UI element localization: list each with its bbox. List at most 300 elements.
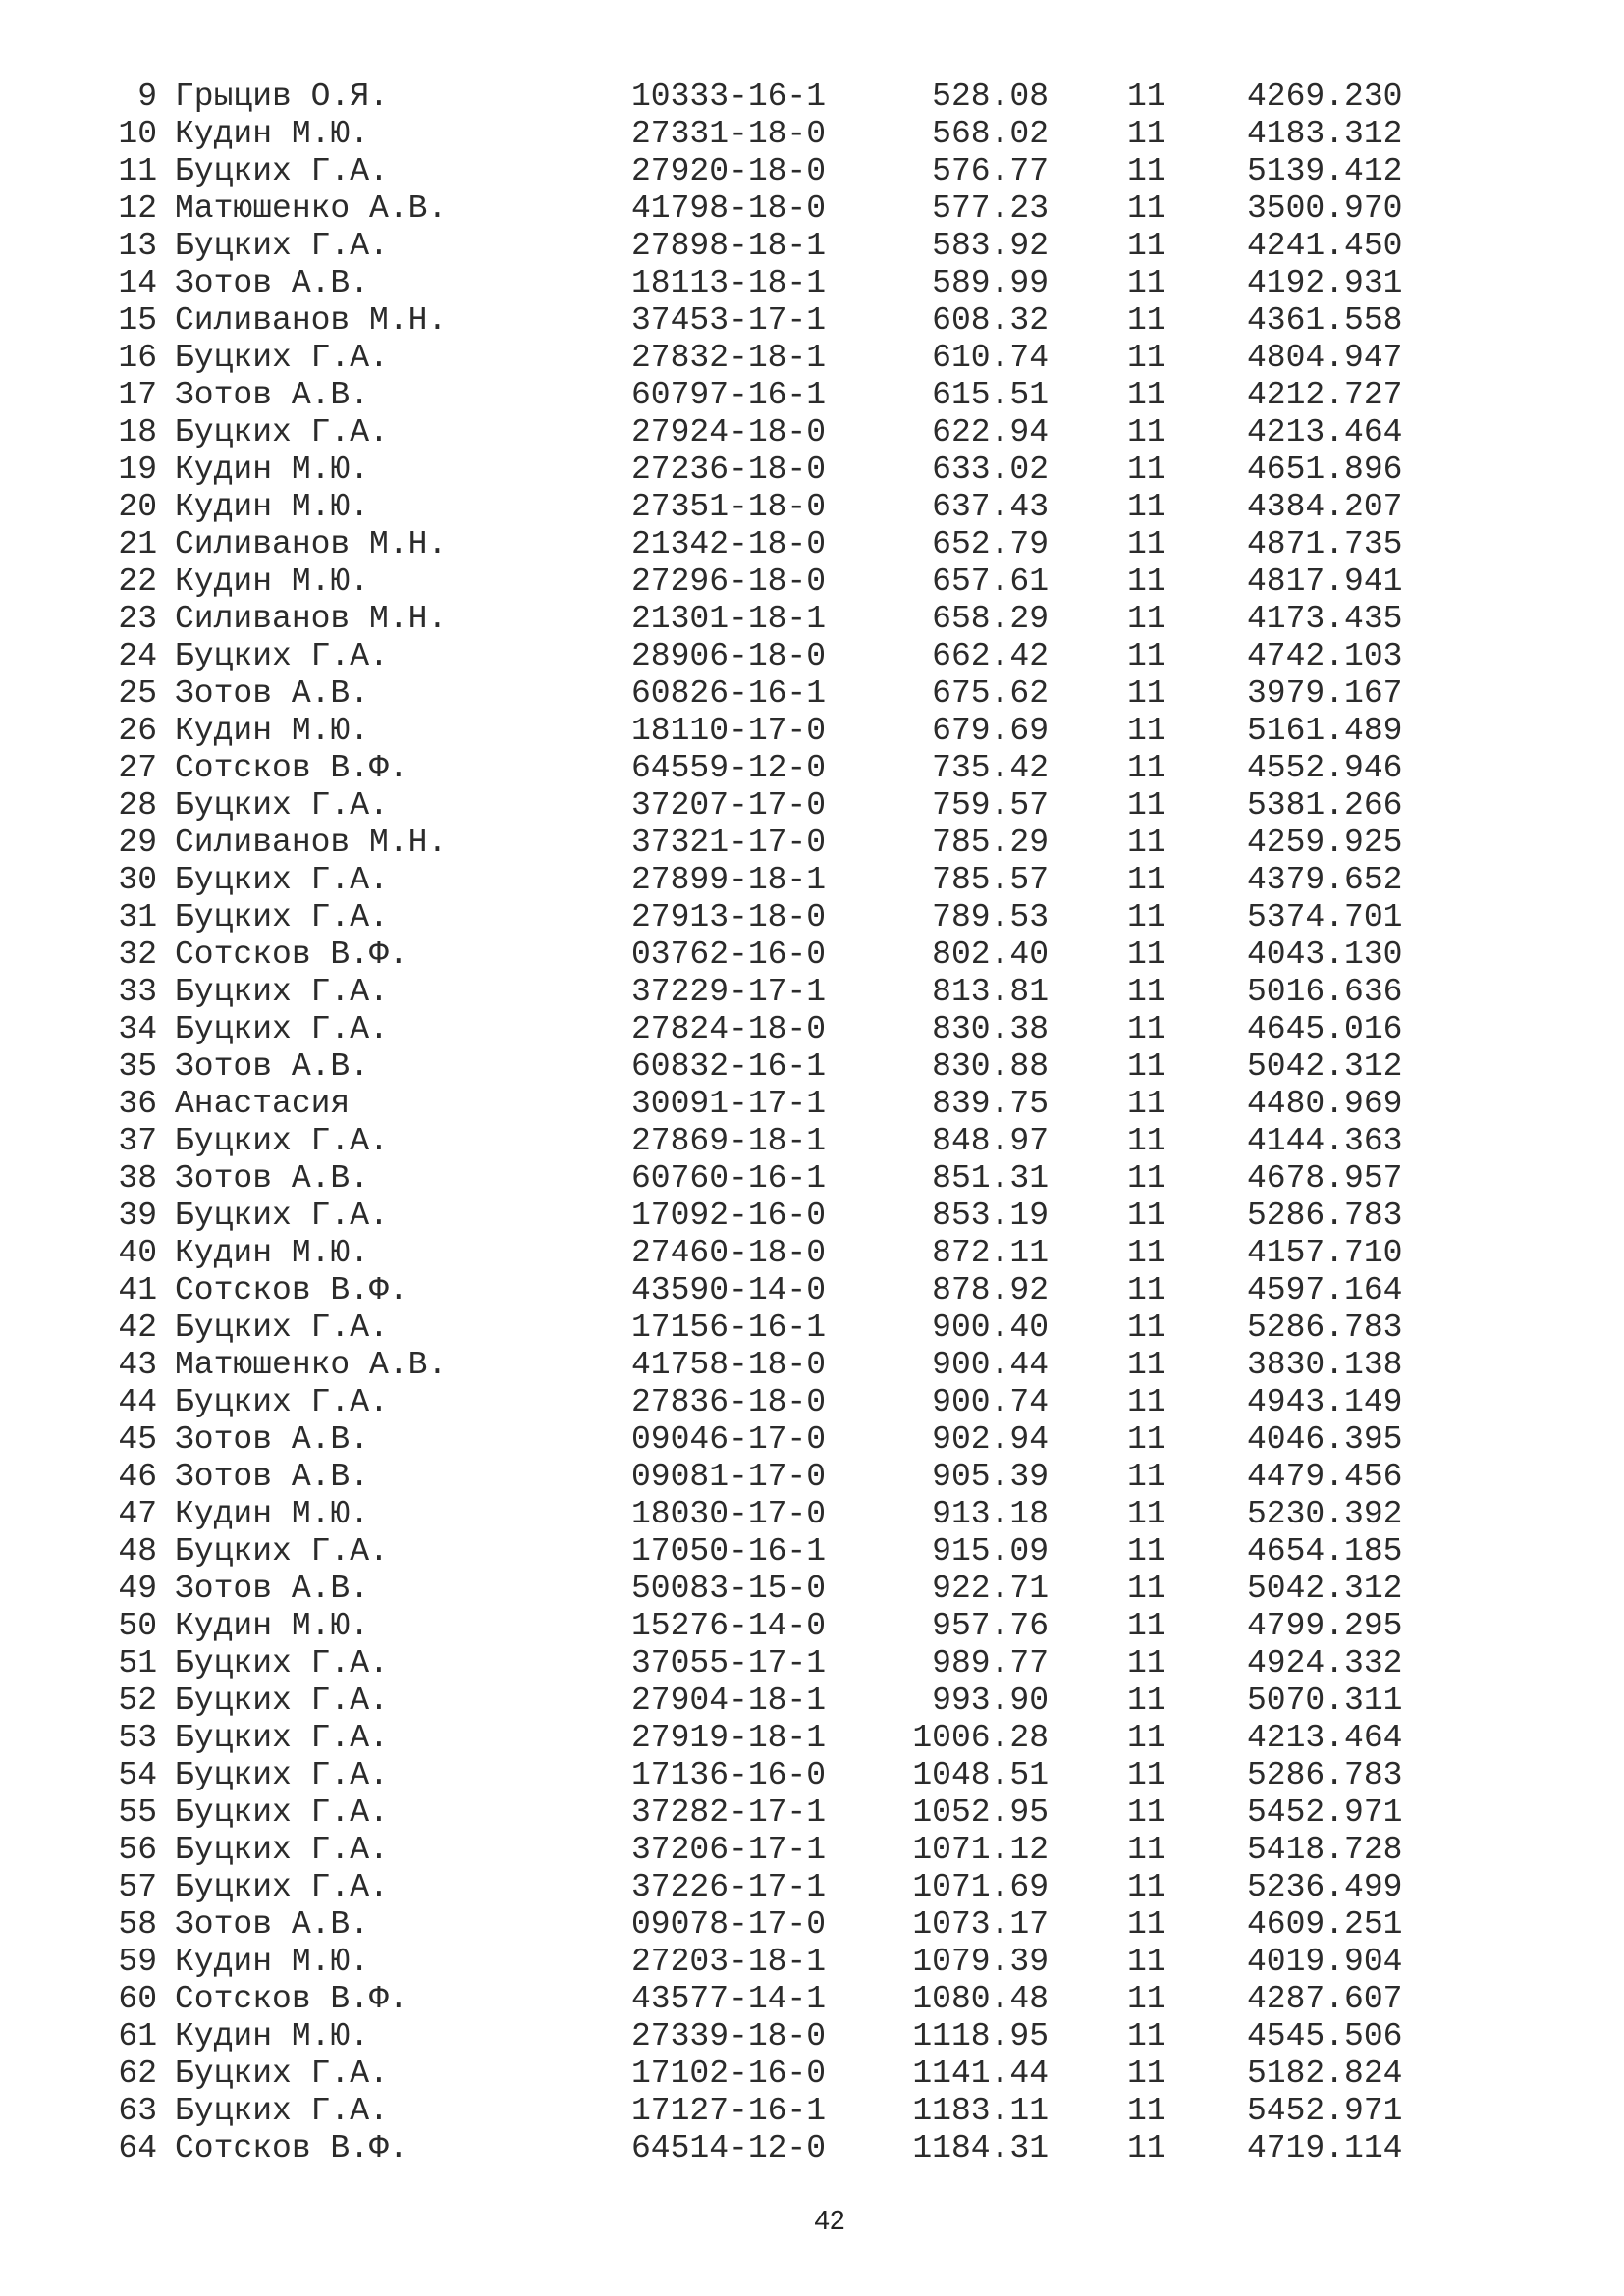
row-count: 11: [1127, 1086, 1166, 1122]
row-name: Буцких Г.А.: [175, 2093, 389, 2129]
row-name: Кудин М.Ю.: [175, 116, 370, 152]
table-row: [0, 563, 1624, 601]
row-result: 4552.946: [1247, 750, 1403, 786]
row-value: 1118.95: [912, 2018, 1049, 2055]
row-value: 662.42: [932, 638, 1049, 674]
row-name: Буцких Г.А.: [175, 1682, 389, 1719]
table-row: [0, 1869, 1624, 1906]
row-count: 11: [1127, 116, 1166, 152]
row-count: 11: [1127, 1496, 1166, 1532]
row-number: 37: [118, 1123, 157, 1159]
row-name: Силиванов М.Н.: [175, 825, 448, 861]
row-number: 10: [118, 116, 157, 152]
row-count: 11: [1127, 526, 1166, 562]
row-number: 39: [118, 1198, 157, 1234]
row-code: 27869-18-1: [631, 1123, 827, 1159]
row-count: 11: [1127, 1757, 1166, 1793]
row-count: 11: [1127, 974, 1166, 1010]
row-name: Кудин М.Ю.: [175, 1496, 370, 1532]
row-value: 1141.44: [912, 2056, 1049, 2092]
table-row: [0, 1645, 1624, 1682]
table-row: [0, 1011, 1624, 1048]
row-result: 4043.130: [1247, 936, 1403, 973]
row-name: Буцких Г.А.: [175, 1757, 389, 1793]
row-name: Буцких Г.А.: [175, 1869, 389, 1905]
row-count: 11: [1127, 1645, 1166, 1682]
row-name: Буцких Г.А.: [175, 153, 389, 189]
row-result: 3830.138: [1247, 1347, 1403, 1383]
row-name: Буцких Г.А.: [175, 1011, 389, 1047]
row-count: 11: [1127, 1571, 1166, 1607]
row-value: 1073.17: [912, 1906, 1049, 1943]
row-number: 38: [118, 1160, 157, 1197]
row-value: 989.77: [932, 1645, 1049, 1682]
row-count: 11: [1127, 1421, 1166, 1458]
row-number: 41: [118, 1272, 157, 1308]
row-result: 5418.728: [1247, 1832, 1403, 1868]
row-number: 19: [118, 452, 157, 488]
row-name: Зотов А.В.: [175, 1906, 370, 1943]
table-row: [0, 526, 1624, 563]
row-name: Зотов А.В.: [175, 265, 370, 301]
table-row: [0, 1235, 1624, 1272]
row-code: 41798-18-0: [631, 190, 827, 227]
row-value: 583.92: [932, 228, 1049, 264]
row-name: Кудин М.Ю.: [175, 713, 370, 749]
row-result: 5286.783: [1247, 1309, 1403, 1346]
row-value: 1071.69: [912, 1869, 1049, 1905]
row-result: 4645.016: [1247, 1011, 1403, 1047]
row-value: 658.29: [932, 601, 1049, 637]
row-code: 27296-18-0: [631, 563, 827, 600]
row-count: 11: [1127, 1272, 1166, 1308]
row-result: 4241.450: [1247, 228, 1403, 264]
row-code: 43590-14-0: [631, 1272, 827, 1308]
row-value: 848.97: [932, 1123, 1049, 1159]
row-code: 27460-18-0: [631, 1235, 827, 1271]
row-result: 5374.701: [1247, 899, 1403, 935]
row-code: 27898-18-1: [631, 228, 827, 264]
row-count: 11: [1127, 2093, 1166, 2129]
row-value: 878.92: [932, 1272, 1049, 1308]
row-result: 4479.456: [1247, 1459, 1403, 1495]
row-number: 64: [118, 2130, 157, 2166]
row-code: 27824-18-0: [631, 1011, 827, 1047]
table-row: [0, 825, 1624, 862]
row-count: 11: [1127, 1198, 1166, 1234]
row-number: 58: [118, 1906, 157, 1943]
row-count: 11: [1127, 1235, 1166, 1271]
row-name: Буцких Г.А.: [175, 1198, 389, 1234]
row-value: 1183.11: [912, 2093, 1049, 2129]
row-number: 48: [118, 1533, 157, 1570]
row-result: 5236.499: [1247, 1869, 1403, 1905]
row-result: 4817.941: [1247, 563, 1403, 600]
row-code: 17050-16-1: [631, 1533, 827, 1570]
table-row: [0, 153, 1624, 190]
row-code: 18030-17-0: [631, 1496, 827, 1532]
row-number: 20: [118, 489, 157, 525]
table-row: [0, 713, 1624, 750]
row-result: 4046.395: [1247, 1421, 1403, 1458]
row-count: 11: [1127, 2056, 1166, 2092]
row-code: 43577-14-1: [631, 1981, 827, 2017]
row-name: Буцких Г.А.: [175, 2056, 389, 2092]
row-number: 28: [118, 787, 157, 824]
row-result: 5452.971: [1247, 1794, 1403, 1831]
row-result: 4924.332: [1247, 1645, 1403, 1682]
row-count: 11: [1127, 79, 1166, 115]
row-value: 576.77: [932, 153, 1049, 189]
row-result: 4269.230: [1247, 79, 1403, 115]
row-count: 11: [1127, 936, 1166, 973]
row-number: 57: [118, 1869, 157, 1905]
table-row: [0, 340, 1624, 377]
row-count: 11: [1127, 228, 1166, 264]
table-row: [0, 116, 1624, 153]
row-count: 11: [1127, 340, 1166, 376]
row-number: 50: [118, 1608, 157, 1644]
row-count: 11: [1127, 601, 1166, 637]
row-code: 27920-18-0: [631, 153, 827, 189]
row-value: 957.76: [932, 1608, 1049, 1644]
row-value: 905.39: [932, 1459, 1049, 1495]
table-row: [0, 1384, 1624, 1421]
row-value: 839.75: [932, 1086, 1049, 1122]
row-result: 5139.412: [1247, 153, 1403, 189]
row-code: 03762-16-0: [631, 936, 827, 973]
row-code: 27339-18-0: [631, 2018, 827, 2055]
row-name: Зотов А.В.: [175, 1048, 370, 1085]
row-result: 5161.489: [1247, 713, 1403, 749]
row-number: 42: [118, 1309, 157, 1346]
row-name: Буцких Г.А.: [175, 1123, 389, 1159]
row-number: 47: [118, 1496, 157, 1532]
row-count: 11: [1127, 638, 1166, 674]
row-value: 915.09: [932, 1533, 1049, 1570]
row-number: 18: [118, 414, 157, 451]
row-number: 31: [118, 899, 157, 935]
row-code: 60760-16-1: [631, 1160, 827, 1197]
row-result: 4871.735: [1247, 526, 1403, 562]
row-number: 17: [118, 377, 157, 413]
row-count: 11: [1127, 2130, 1166, 2166]
row-count: 11: [1127, 787, 1166, 824]
row-result: 3979.167: [1247, 675, 1403, 712]
row-result: 5182.824: [1247, 2056, 1403, 2092]
table-row: [0, 1272, 1624, 1309]
row-code: 64514-12-0: [631, 2130, 827, 2166]
row-code: 64559-12-0: [631, 750, 827, 786]
row-number: 32: [118, 936, 157, 973]
table-row: [0, 1981, 1624, 2018]
table-row: [0, 1198, 1624, 1235]
row-count: 11: [1127, 1011, 1166, 1047]
table-row: [0, 1309, 1624, 1347]
row-count: 11: [1127, 1309, 1166, 1346]
row-value: 922.71: [932, 1571, 1049, 1607]
row-number: 26: [118, 713, 157, 749]
row-value: 652.79: [932, 526, 1049, 562]
table-row: [0, 862, 1624, 899]
table-row: [0, 1720, 1624, 1757]
row-name: Кудин М.Ю.: [175, 1944, 370, 1980]
row-code: 21342-18-0: [631, 526, 827, 562]
row-count: 11: [1127, 452, 1166, 488]
row-value: 1071.12: [912, 1832, 1049, 1868]
row-number: 12: [118, 190, 157, 227]
row-result: 4545.506: [1247, 2018, 1403, 2055]
row-number: 55: [118, 1794, 157, 1831]
row-name: Буцких Г.А.: [175, 1832, 389, 1868]
row-name: Сотсков В.Ф.: [175, 750, 408, 786]
row-code: 60797-16-1: [631, 377, 827, 413]
row-value: 1052.95: [912, 1794, 1049, 1831]
row-number: 46: [118, 1459, 157, 1495]
row-name: Буцких Г.А.: [175, 340, 389, 376]
row-value: 785.57: [932, 862, 1049, 898]
row-code: 37207-17-0: [631, 787, 827, 824]
row-result: 4719.114: [1247, 2130, 1403, 2166]
row-value: 528.08: [932, 79, 1049, 115]
row-count: 11: [1127, 1906, 1166, 1943]
row-name: Буцких Г.А.: [175, 1645, 389, 1682]
row-name: Буцких Г.А.: [175, 974, 389, 1010]
row-number: 62: [118, 2056, 157, 2092]
row-value: 657.61: [932, 563, 1049, 600]
row-name: Силиванов М.Н.: [175, 601, 448, 637]
table-row: [0, 265, 1624, 302]
row-result: 4287.607: [1247, 1981, 1403, 2017]
row-code: 21301-18-1: [631, 601, 827, 637]
row-code: 37453-17-1: [631, 302, 827, 339]
table-row: [0, 1086, 1624, 1123]
row-result: 5070.311: [1247, 1682, 1403, 1719]
row-code: 17102-16-0: [631, 2056, 827, 2092]
row-count: 11: [1127, 1682, 1166, 1719]
row-code: 27899-18-1: [631, 862, 827, 898]
row-result: 4183.312: [1247, 116, 1403, 152]
row-code: 27924-18-0: [631, 414, 827, 451]
row-count: 11: [1127, 862, 1166, 898]
row-number: 40: [118, 1235, 157, 1271]
row-number: 11: [118, 153, 157, 189]
row-value: 830.38: [932, 1011, 1049, 1047]
row-code: 37282-17-1: [631, 1794, 827, 1831]
row-value: 802.40: [932, 936, 1049, 973]
row-result: 5286.783: [1247, 1198, 1403, 1234]
table-row: [0, 1123, 1624, 1160]
row-count: 11: [1127, 1347, 1166, 1383]
row-code: 27351-18-0: [631, 489, 827, 525]
row-number: 61: [118, 2018, 157, 2055]
row-name: Сотсков В.Ф.: [175, 1272, 408, 1308]
row-code: 37226-17-1: [631, 1869, 827, 1905]
row-name: Силиванов М.Н.: [175, 302, 448, 339]
row-result: 4943.149: [1247, 1384, 1403, 1420]
row-code: 50083-15-0: [631, 1571, 827, 1607]
row-name: Кудин М.Ю.: [175, 489, 370, 525]
row-number: 60: [118, 1981, 157, 2017]
page-number: 42: [814, 2205, 845, 2235]
table-row: [0, 452, 1624, 489]
row-code: 18110-17-0: [631, 713, 827, 749]
row-number: 23: [118, 601, 157, 637]
row-code: 09078-17-0: [631, 1906, 827, 1943]
table-row: [0, 414, 1624, 452]
row-code: 27236-18-0: [631, 452, 827, 488]
row-name: Кудин М.Ю.: [175, 563, 370, 600]
table-row: [0, 228, 1624, 265]
row-name: Силиванов М.Н.: [175, 526, 448, 562]
row-name: Сотсков В.Ф.: [175, 2130, 408, 2166]
row-code: 17092-16-0: [631, 1198, 827, 1234]
row-value: 872.11: [932, 1235, 1049, 1271]
row-count: 11: [1127, 1533, 1166, 1570]
table-row: [0, 1757, 1624, 1794]
row-name: Буцких Г.А.: [175, 638, 389, 674]
row-name: Матюшенко А.В.: [175, 190, 448, 227]
row-code: 27904-18-1: [631, 1682, 827, 1719]
row-code: 27913-18-0: [631, 899, 827, 935]
row-code: 27203-18-1: [631, 1944, 827, 1980]
row-count: 11: [1127, 1794, 1166, 1831]
row-name: Буцких Г.А.: [175, 1309, 389, 1346]
row-count: 11: [1127, 377, 1166, 413]
row-value: 789.53: [932, 899, 1049, 935]
row-result: 4480.969: [1247, 1086, 1403, 1122]
row-name: Буцких Г.А.: [175, 414, 389, 451]
row-result: 5042.312: [1247, 1048, 1403, 1085]
row-count: 11: [1127, 414, 1166, 451]
row-value: 589.99: [932, 265, 1049, 301]
table-row: [0, 79, 1624, 116]
row-name: Зотов А.В.: [175, 675, 370, 712]
row-count: 11: [1127, 1459, 1166, 1495]
table-row: [0, 302, 1624, 340]
row-result: 4799.295: [1247, 1608, 1403, 1644]
row-number: 13: [118, 228, 157, 264]
row-number: 59: [118, 1944, 157, 1980]
table-row: [0, 489, 1624, 526]
row-result: 4651.896: [1247, 452, 1403, 488]
row-count: 11: [1127, 1720, 1166, 1756]
table-row: [0, 1794, 1624, 1832]
row-result: 4213.464: [1247, 414, 1403, 451]
row-name: Зотов А.В.: [175, 1459, 370, 1495]
row-count: 11: [1127, 1160, 1166, 1197]
row-result: 4157.710: [1247, 1235, 1403, 1271]
row-result: 5381.266: [1247, 787, 1403, 824]
row-count: 11: [1127, 750, 1166, 786]
row-number: 29: [118, 825, 157, 861]
table-row: [0, 1533, 1624, 1571]
row-name: Сотсков В.Ф.: [175, 1981, 408, 2017]
row-result: 4212.727: [1247, 377, 1403, 413]
row-value: 735.42: [932, 750, 1049, 786]
row-code: 17136-16-0: [631, 1757, 827, 1793]
row-count: 11: [1127, 2018, 1166, 2055]
row-value: 577.23: [932, 190, 1049, 227]
row-name: Буцких Г.А.: [175, 787, 389, 824]
row-result: 4742.103: [1247, 638, 1403, 674]
row-result: 4259.925: [1247, 825, 1403, 861]
row-number: 16: [118, 340, 157, 376]
row-result: 3500.970: [1247, 190, 1403, 227]
row-code: 28906-18-0: [631, 638, 827, 674]
row-result: 4019.904: [1247, 1944, 1403, 1980]
table-row: [0, 1459, 1624, 1496]
row-count: 11: [1127, 190, 1166, 227]
row-count: 11: [1127, 713, 1166, 749]
table-row: [0, 1944, 1624, 1981]
row-name: Зотов А.В.: [175, 1571, 370, 1607]
row-value: 637.43: [932, 489, 1049, 525]
row-value: 1048.51: [912, 1757, 1049, 1793]
table-row: [0, 2018, 1624, 2056]
table-row: [0, 1347, 1624, 1384]
row-name: Грыцив О.Я.: [175, 79, 389, 115]
table-row: [0, 2056, 1624, 2093]
row-number: 49: [118, 1571, 157, 1607]
row-number: 24: [118, 638, 157, 674]
row-value: 615.51: [932, 377, 1049, 413]
row-code: 27919-18-1: [631, 1720, 827, 1756]
row-result: 4379.652: [1247, 862, 1403, 898]
row-value: 993.90: [932, 1682, 1049, 1719]
row-code: 41758-18-0: [631, 1347, 827, 1383]
table-row: [0, 750, 1624, 787]
row-code: 10333-16-1: [631, 79, 827, 115]
table-row: [0, 899, 1624, 936]
row-result: 4144.363: [1247, 1123, 1403, 1159]
row-number: 14: [118, 265, 157, 301]
row-count: 11: [1127, 825, 1166, 861]
row-code: 37055-17-1: [631, 1645, 827, 1682]
table-row: [0, 638, 1624, 675]
row-count: 11: [1127, 675, 1166, 712]
row-number: 53: [118, 1720, 157, 1756]
table-row: [0, 675, 1624, 713]
row-value: 902.94: [932, 1421, 1049, 1458]
row-name: Буцких Г.А.: [175, 1533, 389, 1570]
row-value: 568.02: [932, 116, 1049, 152]
row-name: Буцких Г.А.: [175, 1384, 389, 1420]
row-value: 1079.39: [912, 1944, 1049, 1980]
row-code: 18113-18-1: [631, 265, 827, 301]
row-value: 900.74: [932, 1384, 1049, 1420]
row-name: Кудин М.Ю.: [175, 452, 370, 488]
row-number: 33: [118, 974, 157, 1010]
table-row: [0, 1421, 1624, 1459]
row-value: 633.02: [932, 452, 1049, 488]
row-number: 54: [118, 1757, 157, 1793]
row-code: 60832-16-1: [631, 1048, 827, 1085]
row-name: Анастасия: [175, 1086, 351, 1122]
row-code: 09081-17-0: [631, 1459, 827, 1495]
row-code: 30091-17-1: [631, 1086, 827, 1122]
row-number: 56: [118, 1832, 157, 1868]
row-value: 1006.28: [912, 1720, 1049, 1756]
row-count: 11: [1127, 563, 1166, 600]
row-number: 15: [118, 302, 157, 339]
table-row: [0, 787, 1624, 825]
row-name: Зотов А.В.: [175, 1160, 370, 1197]
row-result: 5452.971: [1247, 2093, 1403, 2129]
table-row: [0, 1571, 1624, 1608]
row-value: 851.31: [932, 1160, 1049, 1197]
row-number: 21: [118, 526, 157, 562]
